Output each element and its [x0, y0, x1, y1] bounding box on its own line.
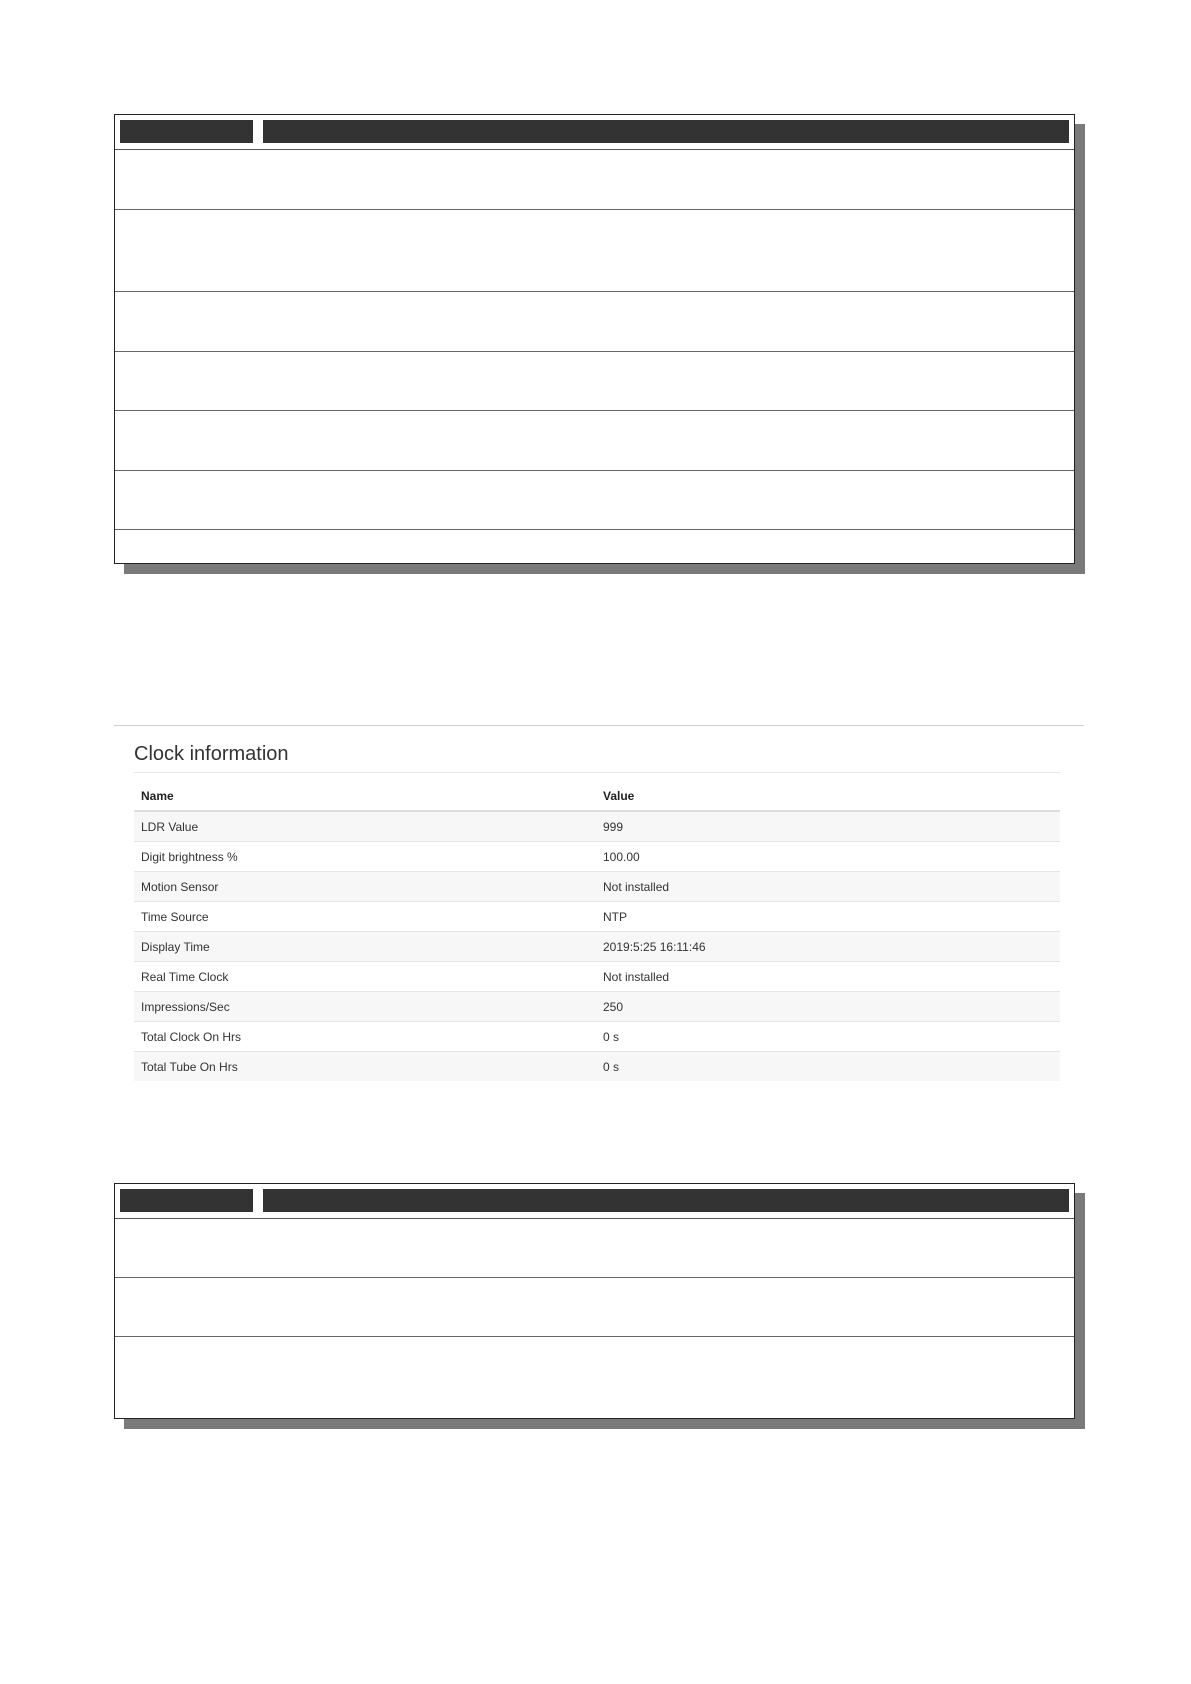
row-value: 0 s: [596, 1052, 1060, 1082]
top-empty-table: [114, 114, 1075, 564]
column-header-name: Name: [134, 781, 596, 811]
header-cell-left: [120, 1189, 253, 1212]
table-row: [115, 292, 1074, 352]
column-header-value: Value: [596, 781, 1060, 811]
table-row: [115, 1219, 1074, 1278]
row-name: Total Tube On Hrs: [134, 1052, 596, 1082]
table-header-row: [115, 115, 1074, 150]
title-divider: [134, 772, 1060, 773]
table-row: [134, 902, 1060, 932]
row-name: Total Clock On Hrs: [134, 1022, 596, 1052]
row-value: 250: [596, 992, 1060, 1022]
table-row: [115, 210, 1074, 292]
table-row: [134, 932, 1060, 962]
header-cell-right: [263, 120, 1069, 143]
table-row: [115, 530, 1074, 563]
header-cell-right: [263, 1189, 1069, 1212]
row-name: Motion Sensor: [134, 872, 596, 902]
table-row: [134, 962, 1060, 992]
row-name: Time Source: [134, 902, 596, 932]
table-row: [115, 411, 1074, 471]
table-row: [134, 1022, 1060, 1052]
table-header-row: [115, 1184, 1074, 1219]
row-name: Real Time Clock: [134, 962, 596, 992]
table-row: [115, 352, 1074, 411]
row-value: 999: [596, 811, 1060, 842]
table-row: [115, 1337, 1074, 1418]
row-value: NTP: [596, 902, 1060, 932]
row-name: LDR Value: [134, 811, 596, 842]
row-value: Not installed: [596, 872, 1060, 902]
row-value: Not installed: [596, 962, 1060, 992]
header-cell-left: [120, 120, 253, 143]
row-name: Digit brightness %: [134, 842, 596, 872]
table-row: [134, 1052, 1060, 1082]
row-name: Impressions/Sec: [134, 992, 596, 1022]
table-row: [134, 992, 1060, 1022]
clock-info-table: [134, 781, 1060, 1081]
table-row: [134, 872, 1060, 902]
clock-information-panel: [114, 725, 1084, 1081]
table-row: [134, 811, 1060, 842]
table-row: [134, 842, 1060, 872]
row-value: 0 s: [596, 1022, 1060, 1052]
panel-title: Clock information: [134, 743, 289, 765]
row-value: 2019:5:25 16:11:46: [596, 932, 1060, 962]
table-row: [115, 471, 1074, 530]
table-header-row: [134, 781, 1060, 811]
table-row: [115, 1278, 1074, 1337]
row-value: 100.00: [596, 842, 1060, 872]
row-name: Display Time: [134, 932, 596, 962]
table-row: [115, 150, 1074, 210]
bottom-empty-table: [114, 1183, 1075, 1419]
